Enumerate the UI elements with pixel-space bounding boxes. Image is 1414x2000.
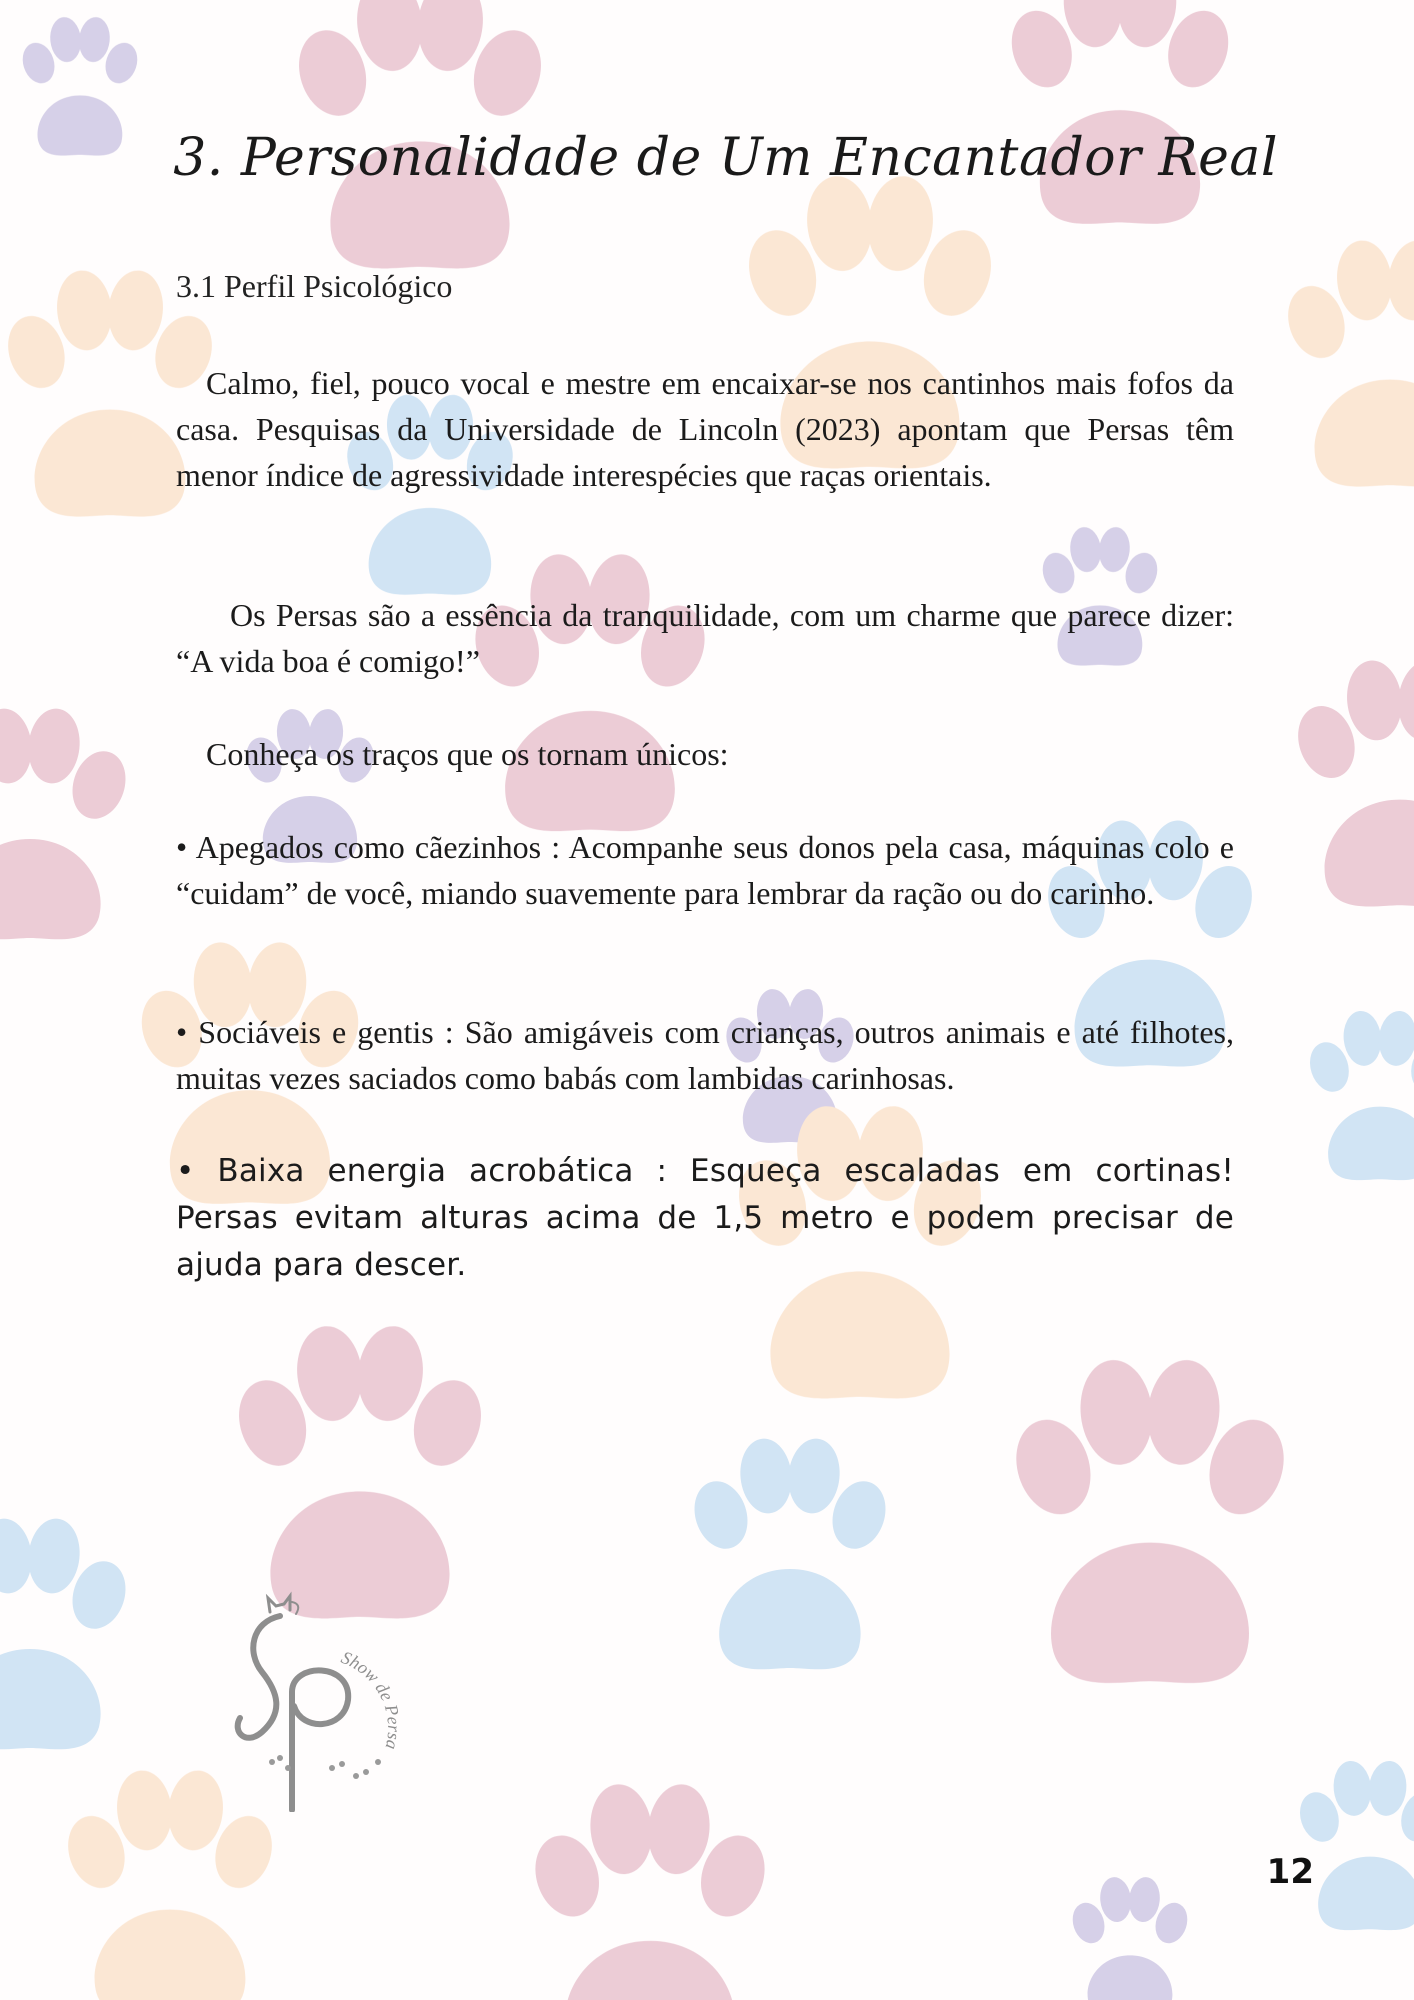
bullet-item: • Sociáveis e gentis : São amigáveis com crianças, outros animais e até filhotes, muitas vezes saciados como babás com lambidas carinhosas. <box>176 1014 1234 1096</box>
paragraph-tranquility: Os Persas são a essência da tranquilidade, com um charme que parece dizer: “A vida boa é comigo!” <box>176 597 1234 679</box>
bullet-item: • Baixa energia acrobática : Esqueça escaladas em cortinas! Persas evitam alturas acima de 1,5 metro e podem precisar de ajuda para descer. <box>176 1153 1234 1283</box>
paragraph-traits-lead: Conheça os traços que os tornam únicos: <box>206 736 729 772</box>
logo-text: Show de Persa <box>338 1646 405 1752</box>
paragraph-intro: Calmo, fiel, pouco vocal e mestre em encaixar-se nos cantinhos mais fofos da casa. Pesquisas da Universidade de Lincoln (2023) apontam que Persas têm menor índice de agressividade interespécies que raças orientais. <box>176 365 1234 493</box>
cat-sp-monogram-logo <box>232 1582 438 1812</box>
section-title: 3.1 Perfil Psicológico <box>176 268 453 304</box>
page-number: 12 <box>1266 1852 1314 1892</box>
chapter-title: 3. Personalidade de Um Encantador Real <box>173 128 1278 188</box>
bullet-item: • Apegados como cãezinhos : Acompanhe seus donos pela casa, máquinas colo e “cuidam” de você, miando suavemente para lembrar da ração ou do carinho. <box>176 829 1234 911</box>
